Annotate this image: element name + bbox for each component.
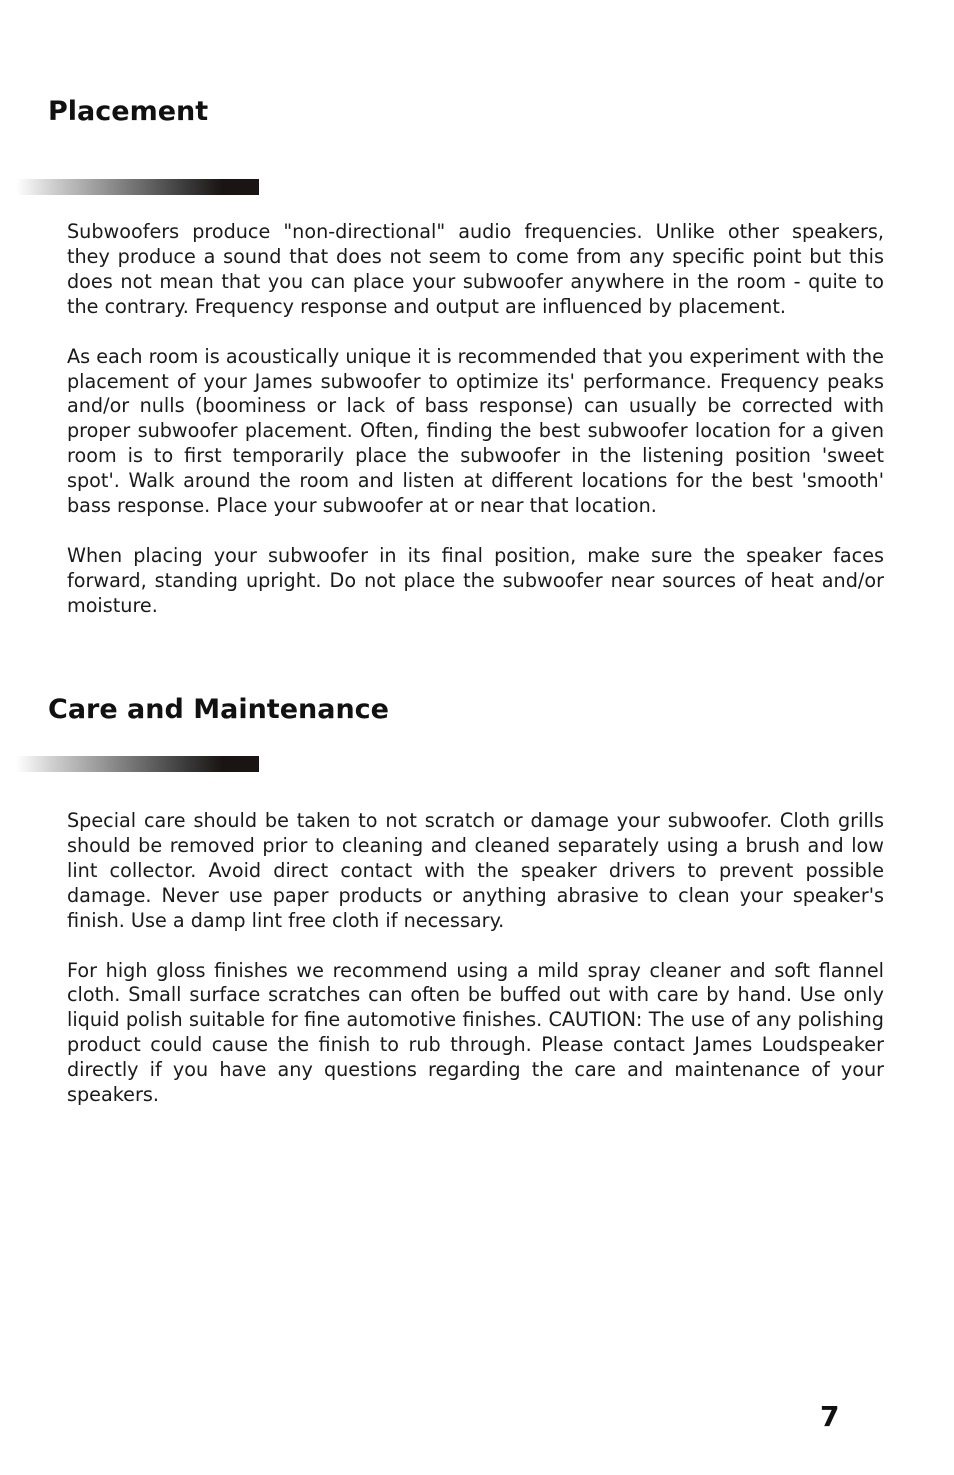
paragraph: When placing your subwoofer in its final position, make sure the speaker faces forward, standing upright. Do not place the subwoofer near sources of heat and/or moisture. [67,543,884,617]
section-divider-bar [16,179,259,195]
paragraph: Subwoofers produce "non-directional" audio frequencies. Unlike other speakers, they produce a sound that does not seem to come from any specific point but this does not mean that you can place your subwoofer anywhere in the room - quite to the contrary. Frequency response and output are influenced by placement. [67,220,884,318]
page-number: 7 [820,1400,840,1433]
paragraph: Special care should be taken to not scratch or damage your subwoofer. Cloth grills should be removed prior to cleaning and cleaned separately using a brush and low lint collector. Avoid direct contact with the speaker drivers to prevent possible damage. Never use paper products or anything abrasive to clean your speaker's finish. Use a damp lint free cloth if necessary. [67,809,884,932]
placement-section-body [67,220,884,644]
paragraph: For high gloss finishes we recommend using a mild spray cleaner and soft flannel cloth. Small surface scratches can often be buffed out with care by hand. Use only liquid polish suitable for fine automotive finishes. CAUTION: The use of any polishing product could cause the finish to rub through. Please contact James Loudspeaker directly if you have any questions regarding the care and maintenance of your speakers. [67,958,884,1107]
section-heading-care-and-maintenance: Care and Maintenance [48,694,389,725]
care-section-body [67,809,884,1133]
section-heading-placement: Placement [48,96,209,127]
paragraph: As each room is acoustically unique it is recommended that you experiment with the placement of your James subwoofer to optimize its' performance. Frequency peaks and/or nulls (boominess or lack of bass response) can usually be corrected with proper subwoofer placement. Often, finding the best subwoofer location for a given room is to first temporarily place the subwoofer in the listening position 'sweet spot'. Walk around the room and listen at different locations for the best 'smooth' bass response. Place your subwoofer at or near that location. [67,344,884,518]
section-divider-bar [16,756,259,772]
